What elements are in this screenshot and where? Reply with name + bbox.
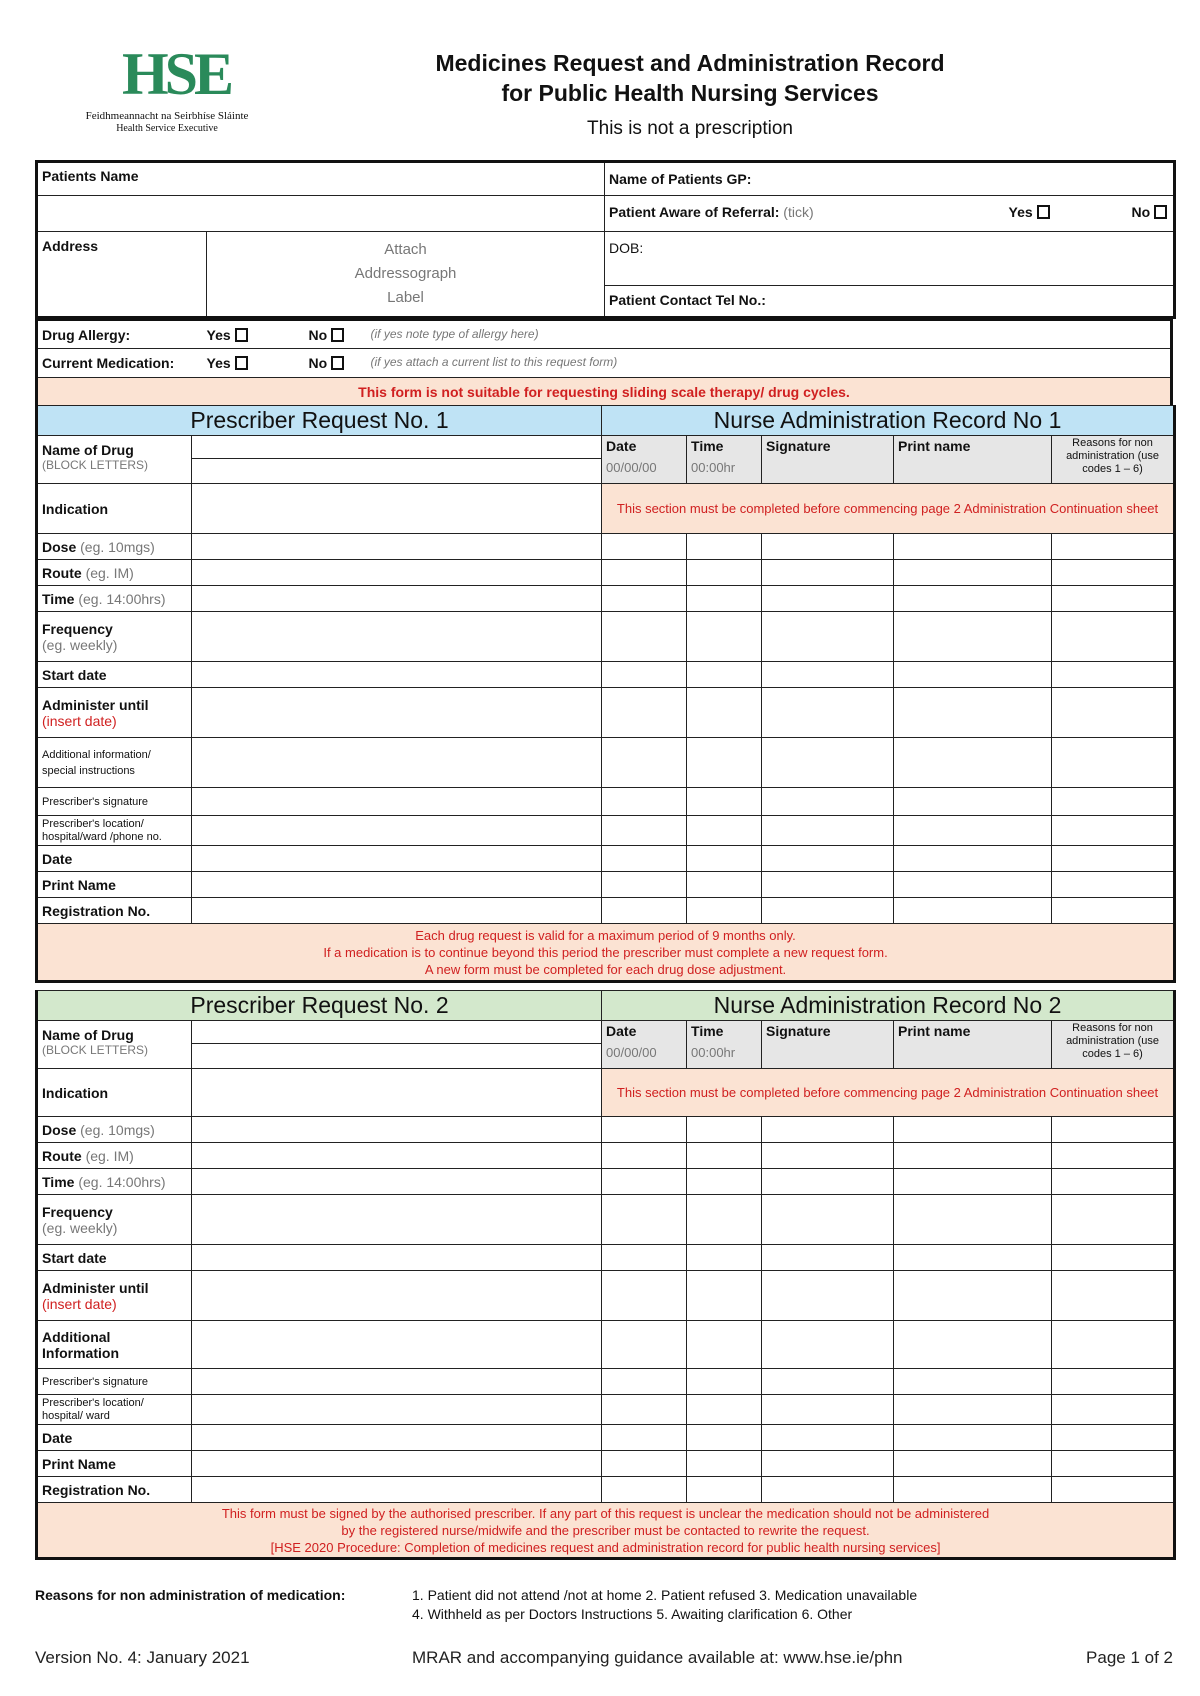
contact-tel-field[interactable]: Patient Contact Tel No.: bbox=[605, 286, 1175, 318]
route-label: Route (eg. IM) bbox=[37, 560, 192, 586]
print-name-input-2[interactable] bbox=[192, 1451, 602, 1477]
current-med-yes-checkbox[interactable] bbox=[235, 356, 248, 370]
frequency-label: Frequency (eg. weekly) bbox=[37, 612, 192, 662]
dose-label-2: Dose (eg. 10mgs) bbox=[37, 1117, 192, 1143]
guidance-text: MRAR and accompanying guidance available at: www.hse.ie/phn bbox=[412, 1648, 903, 1667]
frequency-label-2: Frequency (eg. weekly) bbox=[37, 1195, 192, 1245]
page-number: Page 1 of 2 bbox=[1086, 1648, 1173, 1667]
section1-table bbox=[35, 405, 1176, 983]
allergy-table bbox=[35, 318, 1173, 408]
start-date-label: Start date bbox=[37, 662, 192, 688]
administer-until-label: Administer until (insert date) bbox=[37, 688, 192, 738]
start-date-label-2: Start date bbox=[37, 1245, 192, 1271]
additional-info-input[interactable] bbox=[192, 738, 602, 788]
drug-name-label: Name of Drug (BLOCK LETTERS) bbox=[37, 436, 192, 484]
version-text: Version No. 4: January 2021 bbox=[35, 1648, 250, 1667]
prescriber-signature-label: Prescriber's signature bbox=[37, 788, 192, 816]
nurse-date-header: Date 00/00/00 bbox=[602, 436, 687, 484]
nurse-signature-header: Signature bbox=[762, 436, 894, 484]
gp-name-field[interactable]: Name of Patients GP: bbox=[605, 162, 1175, 196]
form-title-line2: for Public Health Nursing Services bbox=[501, 80, 879, 106]
print-name-label-2: Print Name bbox=[37, 1451, 192, 1477]
prescriber-location-label: Prescriber's location/ hospital/ward /phone no. bbox=[37, 816, 192, 846]
hse-logo bbox=[82, 40, 252, 140]
section2-table bbox=[35, 990, 1176, 1560]
date-label-2: Date bbox=[37, 1425, 192, 1451]
additional-info-label-2: Additional Information bbox=[37, 1321, 192, 1369]
allergy-no-checkbox[interactable] bbox=[331, 328, 344, 342]
registration-input[interactable] bbox=[192, 898, 602, 924]
referral-yes[interactable]: Yes bbox=[1009, 204, 1050, 220]
validity-note: Each drug request is valid for a maximum period of 9 months only. If a medication is to continue beyond this period the prescriber must complete a new request form. A new form must be completed for each drug dose adjustment. bbox=[37, 924, 1175, 982]
prescriber-request-2-title: Prescriber Request No. 2 bbox=[37, 991, 602, 1021]
reasons-section bbox=[35, 1587, 345, 1603]
nurse-date-header-2: Date 00/00/00 bbox=[602, 1021, 687, 1069]
hse-phn-link[interactable]: www.hse.ie/phn bbox=[783, 1648, 903, 1667]
nurse-reasons-header-2: Reasons for non administration (use codes 1 – 6) bbox=[1052, 1021, 1175, 1069]
route-label-2: Route (eg. IM) bbox=[37, 1143, 192, 1169]
prescriber-signature-input[interactable] bbox=[192, 788, 602, 816]
referral-field: Patient Aware of Referral: (tick) Yes No bbox=[605, 196, 1175, 232]
drug-name-input[interactable] bbox=[192, 436, 602, 484]
prescriber-signature-input-2[interactable] bbox=[192, 1369, 602, 1395]
route-input[interactable] bbox=[192, 560, 602, 586]
hse-logo-mark: HSE bbox=[122, 41, 231, 107]
time-input-2[interactable] bbox=[192, 1169, 602, 1195]
form-subtitle: This is not a prescription bbox=[587, 118, 793, 139]
authorisation-note: This form must be signed by the authorised prescriber. If any part of this request is unclear the medication should not be administered by the registered nurse/midwife and the prescriber must be contacted to rewrite the request. [HSE 2020 Procedure: Completion of medicines request and administration record for public health nursing services] bbox=[37, 1503, 1175, 1559]
sliding-scale-warning: This form is not suitable for requesting sliding scale therapy/ drug cycles. bbox=[37, 378, 1172, 407]
indication-input[interactable] bbox=[192, 484, 602, 534]
start-date-input[interactable] bbox=[192, 662, 602, 688]
current-med-no-checkbox[interactable] bbox=[331, 356, 344, 370]
allergy-yes-checkbox[interactable] bbox=[235, 328, 248, 342]
time-label-2: Time (eg. 14:00hrs) bbox=[37, 1169, 192, 1195]
registration-label-2: Registration No. bbox=[37, 1477, 192, 1503]
print-name-label: Print Name bbox=[37, 872, 192, 898]
address-label: Address bbox=[37, 232, 207, 318]
additional-info-input-2[interactable] bbox=[192, 1321, 602, 1369]
frequency-input-2[interactable] bbox=[192, 1195, 602, 1245]
dose-input-2[interactable] bbox=[192, 1117, 602, 1143]
nurse-signature-header-2: Signature bbox=[762, 1021, 894, 1069]
nurse-time-header: Time 00:00hr bbox=[687, 436, 762, 484]
indication-label: Indication bbox=[37, 484, 192, 534]
additional-info-label: Additional information/ special instructions bbox=[37, 738, 192, 788]
print-name-input[interactable] bbox=[192, 872, 602, 898]
administer-until-input-2[interactable] bbox=[192, 1271, 602, 1321]
dose-label: Dose (eg. 10mgs) bbox=[37, 534, 192, 560]
registration-input-2[interactable] bbox=[192, 1477, 602, 1503]
prescriber-request-1-title: Prescriber Request No. 1 bbox=[37, 406, 602, 436]
prescriber-location-input-2[interactable] bbox=[192, 1395, 602, 1425]
administer-until-label-2: Administer until (insert date) bbox=[37, 1271, 192, 1321]
nurse-reasons-header: Reasons for non administration (use codes 1 – 6) bbox=[1052, 436, 1175, 484]
patient-name-field[interactable]: Patients Name bbox=[37, 162, 605, 196]
patient-details-table bbox=[35, 160, 1176, 319]
indication-input-2[interactable] bbox=[192, 1069, 602, 1117]
drug-name-label-2: Name of Drug (BLOCK LETTERS) bbox=[37, 1021, 192, 1069]
logo-english-text: Health Service Executive bbox=[116, 123, 218, 134]
reasons-line1: 1. Patient did not attend /not at home 2. Patient refused 3. Medication unavailable bbox=[412, 1587, 918, 1603]
logo-irish-text: Feidhmeannacht na Seirbhíse Sláinte bbox=[85, 110, 249, 122]
dose-input[interactable] bbox=[192, 534, 602, 560]
continuation-note-1: This section must be completed before commencing page 2 Administration Continuation sheet bbox=[602, 484, 1175, 534]
route-input-2[interactable] bbox=[192, 1143, 602, 1169]
nurse-print-name-header: Print name bbox=[894, 436, 1052, 484]
indication-label-2: Indication bbox=[37, 1069, 192, 1117]
referral-yes-checkbox[interactable] bbox=[1037, 205, 1050, 219]
date-input-2[interactable] bbox=[192, 1425, 602, 1451]
reasons-line2: 4. Withheld as per Doctors Instructions 5. Awaiting clarification 6. Other bbox=[412, 1606, 853, 1622]
start-date-input-2[interactable] bbox=[192, 1245, 602, 1271]
frequency-input[interactable] bbox=[192, 612, 602, 662]
time-input[interactable] bbox=[192, 586, 602, 612]
registration-label: Registration No. bbox=[37, 898, 192, 924]
prescriber-location-input[interactable] bbox=[192, 816, 602, 846]
nurse-record-1-title: Nurse Administration Record No 1 bbox=[602, 406, 1175, 436]
referral-no-checkbox[interactable] bbox=[1154, 205, 1167, 219]
nurse-time-header-2: Time 00:00hr bbox=[687, 1021, 762, 1069]
administer-until-input[interactable] bbox=[192, 688, 602, 738]
date-label: Date bbox=[37, 846, 192, 872]
time-label: Time (eg. 14:00hrs) bbox=[37, 586, 192, 612]
prescriber-signature-label-2: Prescriber's signature bbox=[37, 1369, 192, 1395]
current-medication-row: Current Medication: Yes No (if yes attach a current list to this request form) bbox=[37, 349, 1172, 378]
date-input[interactable] bbox=[192, 846, 602, 872]
referral-no[interactable]: No bbox=[1132, 204, 1168, 220]
nurse-record-2-title: Nurse Administration Record No 2 bbox=[602, 991, 1175, 1021]
prescriber-location-label-2: Prescriber's location/ hospital/ ward bbox=[37, 1395, 192, 1425]
continuation-note-2: This section must be completed before commencing page 2 Administration Continuation sheet bbox=[602, 1069, 1175, 1117]
form-title-line1: Medicines Request and Administration Record bbox=[435, 50, 945, 76]
drug-allergy-row: Drug Allergy: Yes No (if yes note type of allergy here) bbox=[37, 320, 1172, 349]
addressograph-area[interactable]: Attach Addressograph Label bbox=[207, 232, 605, 318]
reasons-label: Reasons for non administration of medication: bbox=[35, 1587, 346, 1603]
dob-field[interactable]: DOB: bbox=[605, 232, 1175, 286]
nurse-print-name-header-2: Print name bbox=[894, 1021, 1052, 1069]
drug-name-input-2[interactable] bbox=[192, 1021, 602, 1069]
